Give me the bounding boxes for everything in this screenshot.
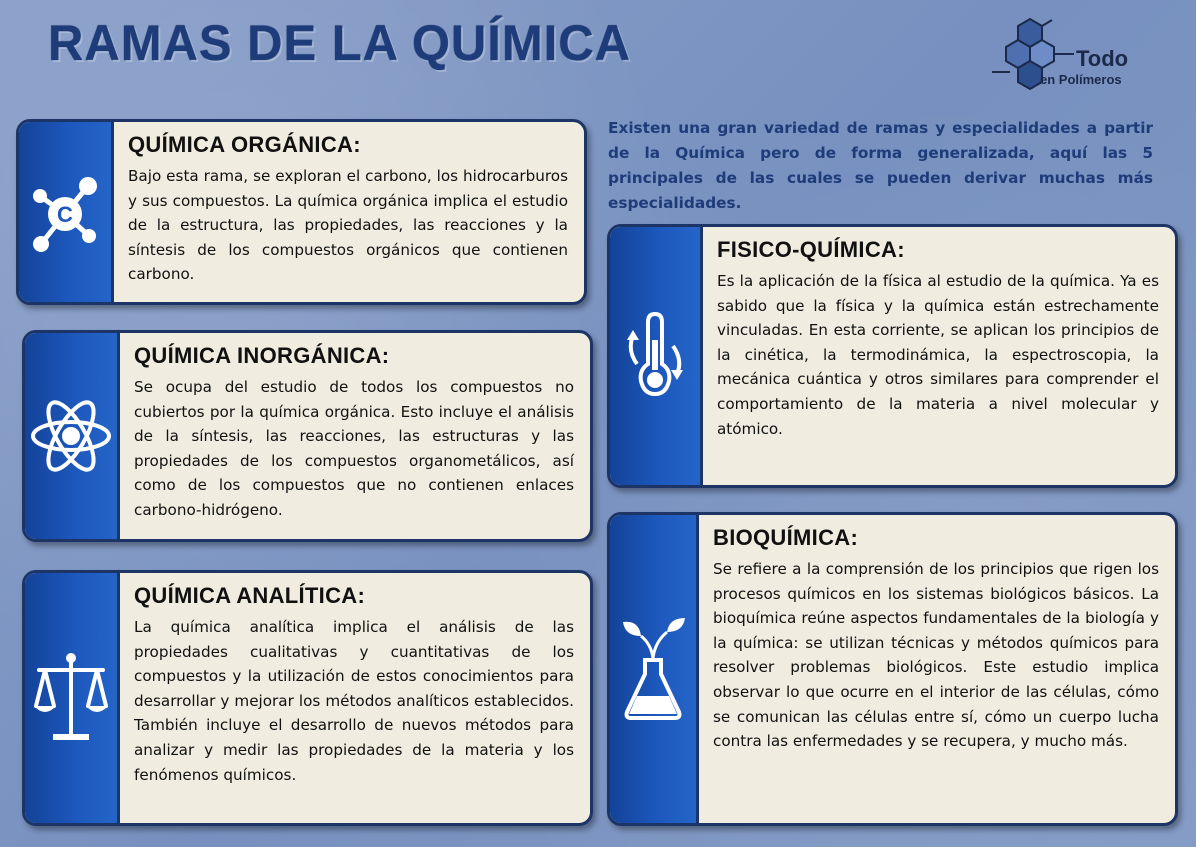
balance-scale-icon bbox=[31, 648, 111, 748]
card-heading: QUÍMICA ORGÁNICA: bbox=[128, 132, 361, 157]
card-heading: QUÍMICA INORGÁNICA: bbox=[134, 343, 390, 368]
card-heading: BIOQUÍMICA: bbox=[713, 525, 859, 550]
card-heading: QUÍMICA ANALÍTICA: bbox=[134, 583, 366, 608]
card-icon-panel bbox=[610, 515, 699, 823]
intro-text: Existen una gran variedad de ramas y especialidades a partir de la Química pero de forma generalizada, aquí las 5 principales de las cuales se pueden derivar muchas más especialidades. bbox=[608, 119, 1153, 212]
card-bioquimica bbox=[607, 512, 1178, 826]
atom-icon bbox=[29, 394, 113, 478]
logo-text-polimeros: en Polímeros bbox=[1040, 72, 1122, 87]
card-icon-panel bbox=[19, 122, 114, 302]
card-text: Es la aplicación de la física al estudio de la química. Ya es sabido que la física y la química están estrechamente vinculadas. En esta corriente, se aplican los principios de la cinética, la termodinámica, la espectroscopia, la mecánica cuántica y otros similares para comprender el comportamiento de la materia a nivel molecular y atómico. bbox=[717, 272, 1159, 438]
logo-text-todo: Todo bbox=[1076, 46, 1129, 71]
card-quimica-inorganica bbox=[22, 330, 593, 542]
page-title: RAMAS DE LA QUÍMICA bbox=[48, 15, 632, 71]
card-text: La química analítica implica el análisis de las propiedades cualitativas y cuantitativas de los compuestos y la utilización de estos conocimientos para desarrollar y mejorar los métodos analíticos establecidos. También incluye el desarrollo de nuevos métodos para analizar y medir las propiedades de la materia y los fenómenos químicos. bbox=[134, 618, 574, 784]
card-text: Se ocupa del estudio de todos los compuestos no cubiertos por la química orgánica. Esto incluye el análisis de la síntesis, las reacciones, las estructuras y las propiedades de los compuestos organometálicos, así como de los compuestos que no contienen enlaces carbono-hidrógeno. bbox=[134, 378, 574, 519]
carbon-molecule-icon bbox=[25, 162, 105, 262]
thermometer-icon bbox=[615, 306, 695, 406]
card-quimica-analitica bbox=[22, 570, 593, 826]
logo bbox=[990, 16, 1150, 92]
card-icon-panel bbox=[25, 573, 120, 823]
card-text: Se refiere a la comprensión de los principios que rigen los procesos químicos en los sistemas biológicos básicos. La bioquímica reúne aspectos fundamentales de la biología y la química: se utilizan técnicas y métodos químicos para resolver problemas biológicos. Este estudio implica observar lo que ocurre en el interior de las células, cómo se comunican las células entre sí, cómo un cuerpo lucha contra las enfermedades y se recupera, y mucho más. bbox=[713, 560, 1159, 751]
plant-flask-icon bbox=[615, 614, 691, 724]
card-text: Bajo esta rama, se exploran el carbono, los hidrocarburos y sus compuestos. La química orgánica implica el estudio de la estructura, las propiedades, las reacciones y la síntesis de los compuestos orgánicos que contienen carbono. bbox=[128, 167, 568, 284]
card-quimica-organica bbox=[16, 119, 587, 305]
svg-text:C: C bbox=[57, 202, 73, 227]
card-icon-panel bbox=[610, 227, 703, 485]
card-heading: FISICO-QUÍMICA: bbox=[717, 237, 905, 262]
card-fisico-quimica bbox=[607, 224, 1178, 488]
card-icon-panel bbox=[25, 333, 120, 539]
